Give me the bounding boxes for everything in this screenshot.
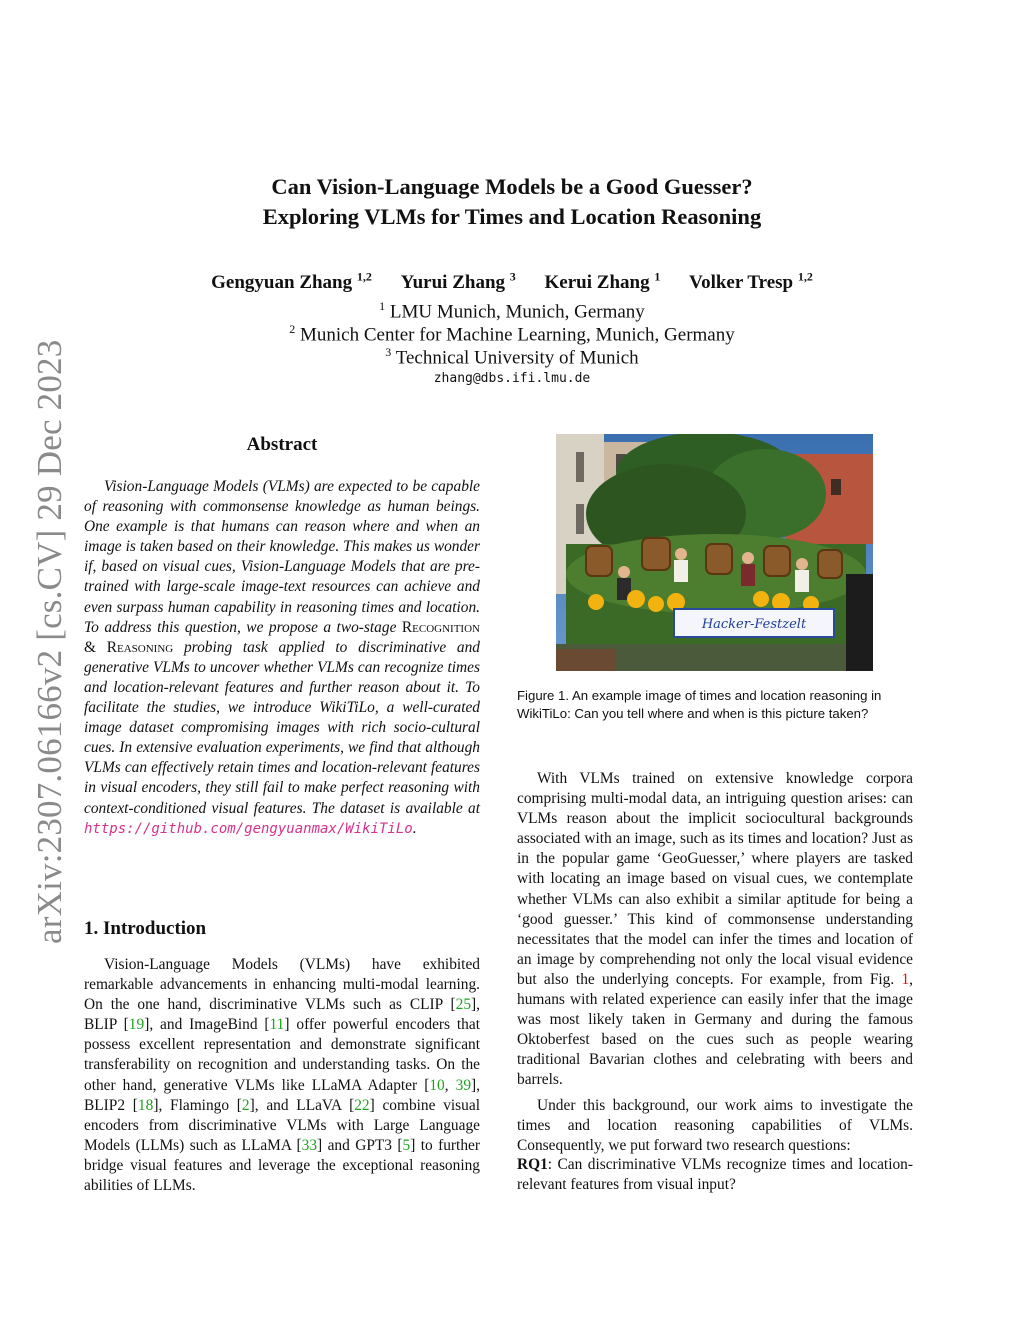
background-paragraph: Under this background, our work aims to investigate the times and location reasoning capabilities of VLMs. Consequently, we put forward two research questions: (517, 1097, 913, 1155)
citation-link[interactable]: 2 (241, 1096, 250, 1114)
figure-1-image (556, 434, 873, 671)
citation-link[interactable]: 19 (128, 1016, 145, 1034)
affiliation: $^2$ Munich Center for Machine Learning, Munich, Germany (289, 322, 735, 346)
paper-title (0, 172, 1024, 232)
author: Gengyuan Zhang $^{1,2}$ (211, 270, 372, 294)
figure-reference-link[interactable]: 1 (901, 970, 910, 988)
title-line-2: Exploring VLMs for Times and Location Reasoning (262, 204, 762, 229)
citation-link[interactable]: 22 (354, 1096, 370, 1114)
author-list (0, 270, 1024, 294)
citation-link[interactable]: 33 (301, 1136, 318, 1154)
citation-link[interactable]: 10 (429, 1076, 445, 1094)
title-line-1: Can Vision-Language Models be a Good Guesser? (271, 174, 753, 199)
abstract-heading: Abstract (246, 434, 318, 455)
research-question-1: RQ1: Can discriminative VLMs recognize times and location-relevant features from visual input? (517, 1156, 913, 1194)
author: Kerui Zhang $^1$ (544, 270, 661, 294)
citation-link[interactable]: 18 (137, 1096, 154, 1114)
contact-email[interactable]: zhang@dbs.ifi.lmu.de (433, 371, 591, 386)
author: Yurui Zhang $^3$ (400, 270, 516, 294)
intro-paragraph-right: With VLMs trained on extensive knowledge corpora comprising multi-modal data, an intriguing question arises: can VLMs reason about the implicit sociocultural backgrounds associated with an image, such as its times and location? Just as in the popular game ‘GeoGuesser,’ where players are tasked with locating an image based on visual cues, we contemplate whether VLMs can also exhibit a similar aptitude for being a ‘good guesser.’ This kind of commonsense understanding necessitates that the model can infer the times and location of an image by comprehending not only the local visual evidence but also the underlying concepts. For example, from Fig. 1, humans with related experience can easily infer that the image was most likely taken in Germany and during the famous Oktoberfest based on the cues such as people wearing traditional Bavarian clothes and celebrating with beers and barrels. (517, 770, 913, 1089)
affiliation: $^3$ Technical University of Munich (385, 345, 639, 369)
affiliation: $^1$ LMU Munich, Munich, Germany (379, 299, 645, 323)
rq1-label: RQ1 (517, 1156, 548, 1173)
banner-text: Hacker-Festzelt (701, 617, 807, 632)
section-heading-introduction: 1. Introduction (84, 918, 207, 939)
citation-link[interactable]: 5 (402, 1136, 411, 1154)
arxiv-side-label: arXiv:2307.06166v2 [cs.CV] 29 Dec 2023 (30, 339, 69, 944)
abstract-text: Vision-Language Models (VLMs) are expected to be capable of reasoning with commonsense knowledge as human beings. One example is that humans can reason where and when an image is taken based on their knowledge. This makes us wonder if, based on visual cues, Vision-Language Models that are pre-trained with large-scale image-text resources can achieve and even surpass human capability in reasoning times and location. To address this question, we propose a two-stage Recognition & Reasoning probing task applied to discriminative and generative VLMs to uncover whether VLMs can recognize times and location-relevant features and further reason about it. To facilitate the studies, we introduce WikiTiLo, a well-curated image dataset compromising images with rich socio-cultural cues. In extensive evaluation experiments, we find that although VLMs can effectively retain times and location-relevant features in visual encoders, they still fail to make perfect reasoning with context-conditioned visual features. The dataset is available at https://github.com/gengyuanmax/WikiTiLo. (84, 478, 480, 837)
citation-link[interactable]: 25 (455, 996, 472, 1014)
dataset-link[interactable]: https://github.com/gengyuanmax/WikiTiLo (84, 820, 413, 837)
citation-link[interactable]: 11 (269, 1016, 285, 1034)
author: Volker Tresp $^{1,2}$ (689, 270, 813, 294)
task-name: Recognition & Reasoning (84, 618, 480, 656)
citation-link[interactable]: 39 (455, 1076, 472, 1094)
figure-1-caption: Figure 1. An example image of times and location reasoning in WikiTiLo: Can you tell where and when is this picture taken? (517, 688, 882, 721)
introduction-paragraph: Vision-Language Models (VLMs) have exhibited remarkable advancements in enhancing multi-modal learning. On the one hand, discriminative VLMs such as CLIP [25], BLIP [19], and ImageBind [11] offer powerful encoders that possess excellent representation and demonstrate significant transferability on recognition and understanding tasks. On the other hand, generative VLMs like LLaMA Adapter [10, 39], BLIP2 [18], Flamingo [2], and LLaVA [22] combine visual encoders from discriminative VLMs with Large Language Models (LLMs) such as LLaMA [33] and GPT3 [5] to further bridge visual features and leverage the exceptional reasoning abilities of LLMs. (84, 956, 481, 1195)
